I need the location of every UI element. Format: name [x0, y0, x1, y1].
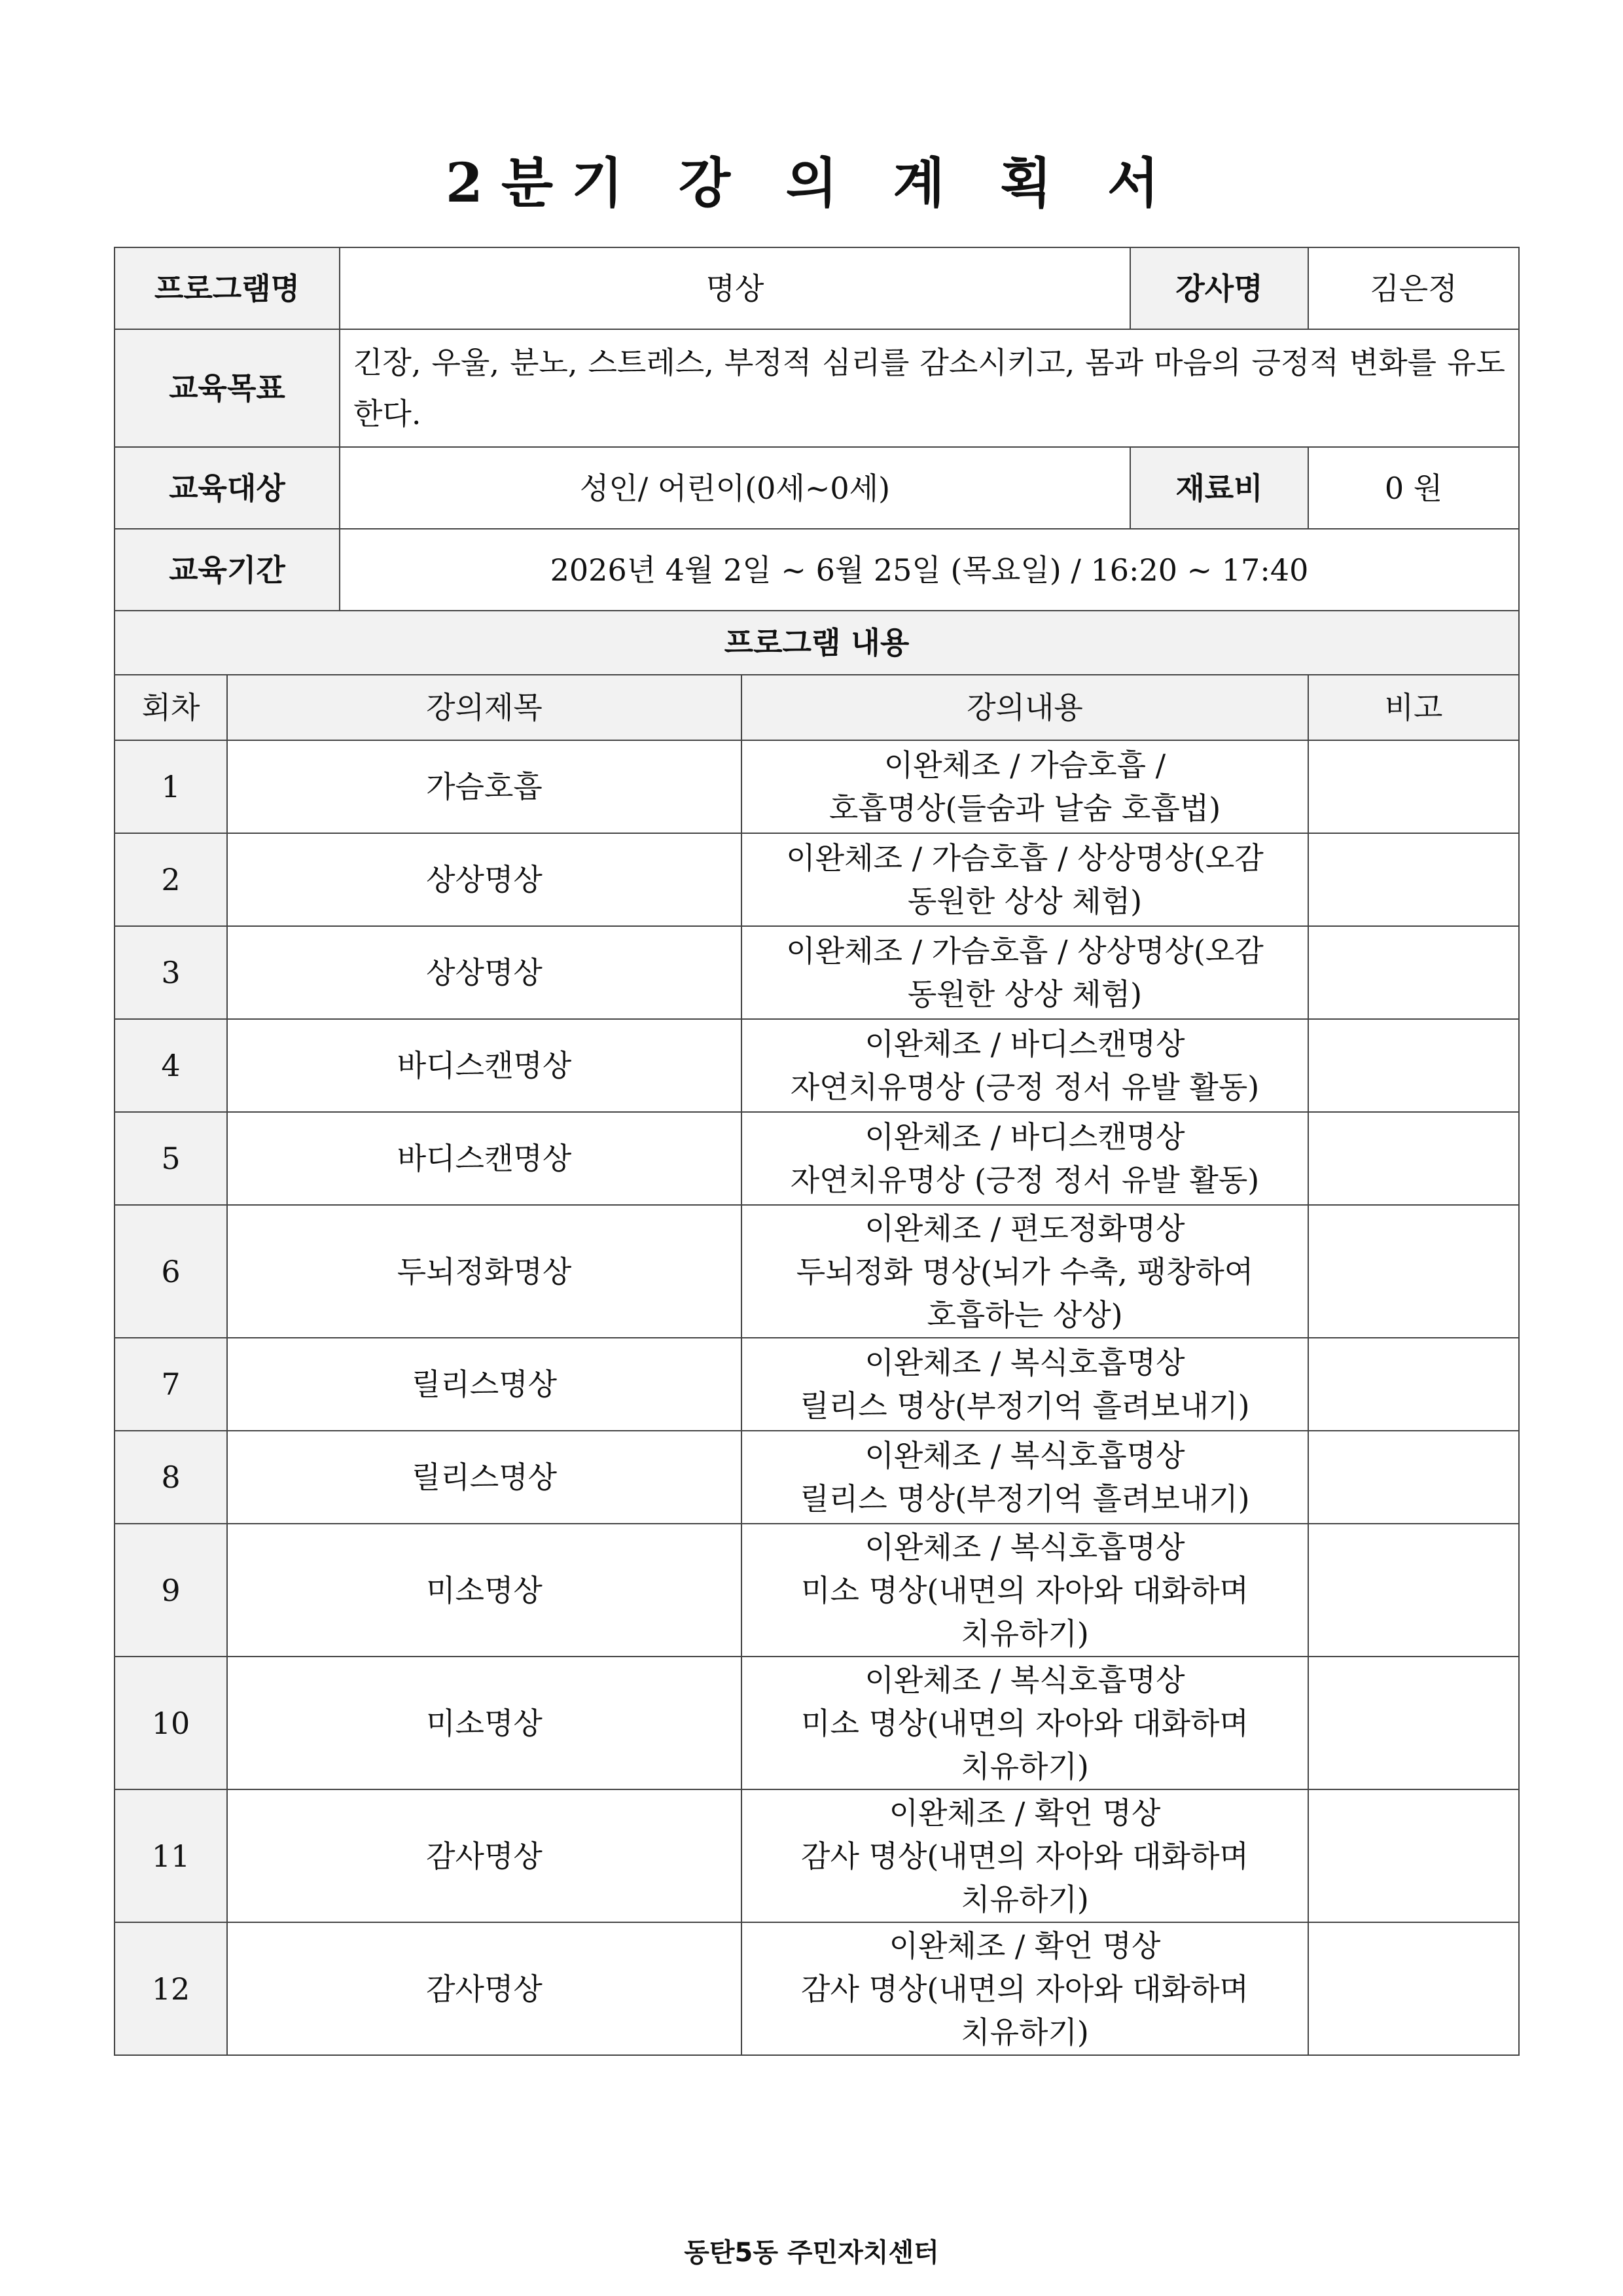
lecture-content-line: 호흡하는 상상) [927, 1297, 1123, 1333]
lecture-content [741, 833, 1308, 926]
session-number: 11 [115, 1789, 227, 1922]
table-row [115, 1922, 1519, 2055]
session-number: 3 [115, 926, 227, 1019]
lecture-content-line: 호흡명상(들숨과 날숨 호흡법) [829, 791, 1221, 826]
table-row [115, 1524, 1519, 1657]
lecture-content-line: 자연치유명상 (긍정 정서 유발 활동) [790, 1162, 1260, 1198]
remarks-cell [1308, 1657, 1519, 1789]
remarks-cell [1308, 1112, 1519, 1205]
lecture-content-line: 감사 명상(내면의 자아와 대화하며 [801, 1971, 1249, 2007]
remarks-cell [1308, 1922, 1519, 2055]
lecture-content [741, 1657, 1308, 1789]
remarks-cell [1308, 833, 1519, 926]
lecture-content-line: 감사 명상(내면의 자아와 대화하며 [801, 1838, 1249, 1874]
lecture-content-column-header: 강의내용 [741, 675, 1308, 740]
material-fee-value: 0 원 [1308, 447, 1519, 529]
table-row [115, 740, 1519, 833]
session-number: 7 [115, 1338, 227, 1431]
goal-value: 긴장, 우울, 분노, 스트레스, 부정적 심리를 감소시키고, 몸과 마음의 긍정적 변화를 유도한다. [340, 329, 1519, 447]
lecture-content [741, 1019, 1308, 1112]
footer-organization: 동탄5동 주민자치센터 [684, 2238, 939, 2268]
lecture-content-line: 이완체조 / 바디스캔명상 [865, 1119, 1185, 1155]
lecture-content [741, 1205, 1308, 1338]
remarks-cell [1308, 1789, 1519, 1922]
session-number: 5 [115, 1112, 227, 1205]
lecture-title: 바디스캔명상 [227, 1019, 741, 1112]
lecture-content-line: 이완체조 / 가슴호흡 / 상상명상(오감 [786, 933, 1264, 969]
table-row [115, 1657, 1519, 1789]
lecture-content-line: 미소 명상(내면의 자아와 대화하며 [801, 1705, 1249, 1741]
session-number: 1 [115, 740, 227, 833]
lecture-title: 감사명상 [227, 1789, 741, 1922]
session-number: 4 [115, 1019, 227, 1112]
lecture-content-line: 치유하기) [961, 1881, 1089, 1917]
lecture-content-line: 치유하기) [961, 1615, 1089, 1651]
lecture-title: 바디스캔명상 [227, 1112, 741, 1205]
lecture-content-line: 동원한 상상 체험) [907, 977, 1143, 1012]
program-content-header: 프로그램 내용 [115, 611, 1519, 675]
lecture-content [741, 1431, 1308, 1524]
session-number: 8 [115, 1431, 227, 1524]
lecture-content-line: 이완체조 / 복식호흡명상 [865, 1438, 1185, 1473]
session-number: 10 [115, 1657, 227, 1789]
lecture-content-line: 두뇌정화 명상(뇌가 수축, 팽창하여 [796, 1253, 1254, 1289]
lecture-content [741, 1112, 1308, 1205]
lecture-content-line: 이완체조 / 바디스캔명상 [865, 1026, 1185, 1062]
instructor-value: 김은정 [1308, 247, 1519, 329]
lecture-content-line: 미소 명상(내면의 자아와 대화하며 [801, 1572, 1249, 1608]
table-row [115, 1205, 1519, 1338]
lecture-title: 미소명상 [227, 1524, 741, 1657]
lecture-content-line: 이완체조 / 가슴호흡 / [883, 747, 1166, 783]
lecture-content-line: 이완체조 / 가슴호흡 / 상상명상(오감 [786, 840, 1264, 876]
lecture-content-line: 치유하기) [961, 2014, 1089, 2050]
lecture-title: 상상명상 [227, 833, 741, 926]
lecture-title: 미소명상 [227, 1657, 741, 1789]
lecture-title: 상상명상 [227, 926, 741, 1019]
table-row [115, 833, 1519, 926]
lecture-content-line: 릴리스 명상(부정기억 흘려보내기) [800, 1481, 1250, 1516]
table-row [115, 1112, 1519, 1205]
program-name-label: 프로그램명 [115, 247, 340, 329]
lecture-content-line: 이완체조 / 확언 명상 [889, 1928, 1161, 1964]
target-value: 성인/ 어린이(0세~0세) [340, 447, 1130, 529]
instructor-label: 강사명 [1130, 247, 1308, 329]
lecture-content [741, 740, 1308, 833]
page-title: 2분기 강 의 계 획 서 [445, 152, 1178, 215]
remarks-cell [1308, 926, 1519, 1019]
remarks-cell [1308, 1524, 1519, 1657]
lecture-content-line: 릴리스 명상(부정기억 흘려보내기) [800, 1388, 1250, 1424]
lecture-content-line: 이완체조 / 편도정화명상 [865, 1210, 1185, 1246]
lecture-content-line: 자연치유명상 (긍정 정서 유발 활동) [790, 1069, 1260, 1105]
lecture-content [741, 1338, 1308, 1431]
lecture-title: 두뇌정화명상 [227, 1205, 741, 1338]
session-number: 9 [115, 1524, 227, 1657]
remarks-cell [1308, 740, 1519, 833]
session-number: 2 [115, 833, 227, 926]
lecture-content [741, 1922, 1308, 2055]
lecture-title: 릴리스명상 [227, 1431, 741, 1524]
remarks-cell [1308, 1338, 1519, 1431]
material-fee-label: 재료비 [1130, 447, 1308, 529]
session-number: 6 [115, 1205, 227, 1338]
lecture-content-line: 이완체조 / 복식호흡명상 [865, 1662, 1185, 1698]
table-row [115, 1338, 1519, 1431]
goal-label: 교육목표 [115, 329, 340, 447]
table-row [115, 926, 1519, 1019]
lecture-title: 감사명상 [227, 1922, 741, 2055]
remarks-cell [1308, 1019, 1519, 1112]
lecture-content [741, 1789, 1308, 1922]
period-label: 교육기간 [115, 529, 340, 611]
lecture-content [741, 926, 1308, 1019]
lecture-content-line: 동원한 상상 체험) [907, 884, 1143, 919]
lecture-plan-table [114, 247, 1520, 2056]
session-number: 12 [115, 1922, 227, 2055]
program-name-value: 명상 [340, 247, 1130, 329]
lecture-content-line: 이완체조 / 확언 명상 [889, 1795, 1161, 1831]
remarks-cell [1308, 1431, 1519, 1524]
table-row [115, 1431, 1519, 1524]
session-column-header: 회차 [115, 675, 227, 740]
table-row [115, 1019, 1519, 1112]
lecture-title: 릴리스명상 [227, 1338, 741, 1431]
lecture-content [741, 1524, 1308, 1657]
lecture-title: 가슴호흡 [227, 740, 741, 833]
period-value: 2026년 4월 2일 ~ 6월 25일 (목요일) / 16:20 ~ 17:40 [340, 529, 1519, 611]
lecture-title-column-header: 강의제목 [227, 675, 741, 740]
target-label: 교육대상 [115, 447, 340, 529]
lecture-content-line: 치유하기) [961, 1748, 1089, 1784]
remarks-column-header: 비고 [1308, 675, 1519, 740]
lecture-content-line: 이완체조 / 복식호흡명상 [865, 1529, 1185, 1565]
lecture-content-line: 이완체조 / 복식호흡명상 [865, 1345, 1185, 1380]
remarks-cell [1308, 1205, 1519, 1338]
table-row [115, 1789, 1519, 1922]
